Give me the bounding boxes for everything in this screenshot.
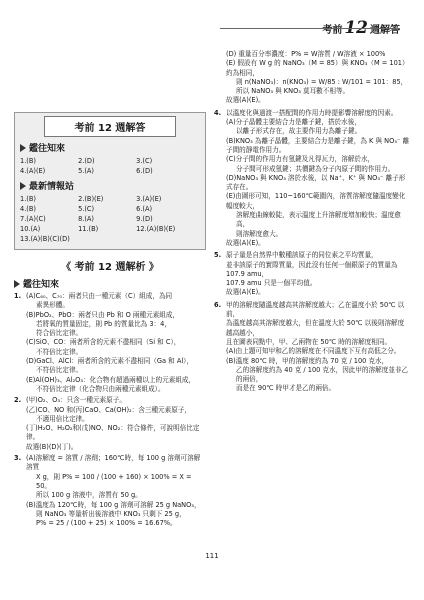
text-line: (乙)CO、NO 和(丙)CaO、Ca(OH)₂：含三種元素原子， xyxy=(26,405,192,414)
text-line: (A)由上題可知甲和乙的溶解度在不同溫度下互有高低之分。 xyxy=(226,347,401,356)
analysis-title: 《 考前 12 週解析 》 xyxy=(61,262,159,273)
text-line: 若將氧的質量固定，則 Pb 的質量比為 3：4， xyxy=(36,319,171,328)
section-heading-news xyxy=(20,179,200,192)
question-number: 5. xyxy=(214,251,222,260)
answer-item: 10.(A) xyxy=(20,225,41,233)
section-heading-analysis xyxy=(14,277,206,290)
answer-box xyxy=(14,112,206,250)
text-line: (B)溫度 80℃ 時，甲的溶解度約為 70 克 / 100 克水， xyxy=(226,356,389,365)
text-line: 所以 100 g 溶液中，溶質有 50 g。 xyxy=(36,491,142,500)
section-heading-history xyxy=(20,141,200,154)
text-line: (B)溫度為 120℃時，每 100 g 溶劑可溶解 25 g NaNO₃， xyxy=(26,500,201,509)
text-line: 符合倍比定律。 xyxy=(36,329,83,338)
text-line: (B)PbO₂、PbO：兩者只由 Pb 和 O 兩種元素組成， xyxy=(26,310,180,319)
text-line: 不適用倍比定律。 xyxy=(36,414,89,423)
question-number: 4. xyxy=(214,108,222,117)
text-line: 不符倍比定律。 xyxy=(36,347,83,356)
text-line: (C)分子間的作用力有氫鍵及凡得瓦力，溶解於水， xyxy=(226,155,375,164)
question-6 xyxy=(214,301,410,394)
text-line: 而是在 90℃ 時甲才是乙的兩倍。 xyxy=(236,384,336,393)
text-line: P% = 25 / (100 + 25) × 100% = 16.67%。 xyxy=(36,519,177,528)
question-number: 1. xyxy=(14,292,22,300)
answer-item: 9.(D) xyxy=(136,215,153,223)
text-line: 故選(A)(E)。 xyxy=(226,238,265,247)
text-line: (E) 假設有 W g 的 NaNO₃（M = 85）與 KNO₃（M = 101）約為相同， xyxy=(226,59,409,77)
text-line: 則 NaNO₃ 等量析出後溶液中 KNO₃ 只剩下 25 g， xyxy=(36,509,186,518)
answer-item: 1.(B) xyxy=(20,195,36,203)
triangle-icon xyxy=(20,144,26,152)
text-line: 素異形體。 xyxy=(36,301,69,310)
text-line: 故選(B)(D)(丁)。 xyxy=(26,442,78,451)
text-line: (E)由圖形可知，110~160℃範圍內，溶質溶解度隨溫度變化幅度較大， xyxy=(226,192,406,210)
text-line: (丁)H₂O、H₂O₂和(戊)NO、NO₂：符合條件，可說明倍比定律。 xyxy=(26,424,200,442)
question-number: 6. xyxy=(214,300,222,309)
text-line: X g，則 P% = 100 / (100 + 160) × 100% = X = 50。 xyxy=(36,472,192,490)
text-line: (A)分子晶體主要結合力是離子鍵，搭於水後， xyxy=(226,118,361,127)
answer-item: 1.(B) xyxy=(20,157,36,165)
section-heading-label: 鑑往知來 xyxy=(23,280,60,290)
text-line: 不符倍比定律。 xyxy=(36,366,83,375)
answer-item: 3.(A)(E) xyxy=(136,195,162,203)
text-line: 107.9 amu 只是一個平均值。 xyxy=(226,279,317,288)
answer-item: 6.(D) xyxy=(136,167,153,175)
text-line: (A)溶解度 = 溶質 / 溶劑；160℃時，每 100 g 溶劑可溶解溶質 xyxy=(26,454,201,472)
header-rule xyxy=(220,28,400,29)
triangle-icon xyxy=(14,280,20,288)
answer-item: 5.(A) xyxy=(78,167,95,175)
question-2 xyxy=(14,396,206,452)
text-line: 原子量是自然界中數種該原子的同位素之平均質量， xyxy=(226,251,378,260)
text-line: 以溫度化與過渡一搭配間的作用力時提影響溶解度的因素。 xyxy=(226,108,398,117)
answer-item: 3.(C) xyxy=(136,157,153,165)
text-line: 以離子形式存在，故主要作用力為離子鍵。 xyxy=(236,127,362,136)
header-week-number: 12 xyxy=(344,18,368,38)
answer-item: 13.(A)(B)(C)(D) xyxy=(20,235,70,243)
text-line: (C)SiO、CO：兩者所含的元素不盡相同（Si 和 C）， xyxy=(26,338,181,347)
question-1-lines xyxy=(26,292,195,394)
answer-item: 7.(A)(C) xyxy=(20,215,46,223)
text-line: (甲)O₂、O₃：只含一種元素原子。 xyxy=(26,396,126,405)
answer-item: 4.(A)(E) xyxy=(20,167,46,175)
right-column xyxy=(214,50,410,394)
text-line: 並非該原子的實際質量，因此沒有任何一個銀原子的質量為 107.9 amu， xyxy=(226,260,398,278)
text-line: 所以 NaNO₃ 與 KNO₃ 莫耳數不相等。 xyxy=(236,87,350,96)
text-line: 故選(A)(E)。 xyxy=(226,96,265,105)
text-line: 故選(A)(E)。 xyxy=(226,288,265,297)
text-line: 溶解度曲線較陡，表示溫度上升溶解度增加較快；溫度愈高， xyxy=(236,211,401,229)
answer-grid-news xyxy=(20,194,200,244)
question-3 xyxy=(14,454,206,528)
question-5 xyxy=(214,251,410,297)
text-line: (E)Al(OH)₃、Al₂O₃：化合物有超過兩種以上的元素組成， xyxy=(26,375,196,384)
answer-item: 2.(B)(E) xyxy=(78,195,104,203)
question-number: 2. xyxy=(14,396,22,405)
question-5-lines xyxy=(226,251,410,297)
question-3-lines xyxy=(26,454,206,528)
question-number: 3. xyxy=(14,454,22,463)
question-4-lines xyxy=(226,109,410,248)
triangle-icon xyxy=(20,182,26,190)
text-line: 則 n(NaNO₃)：n(KNO₃) = W/85 : W/101 = 101：85， xyxy=(236,77,408,86)
question-1 xyxy=(14,292,206,394)
question-4 xyxy=(214,109,410,248)
answer-box-title: 考前 12 週解答 xyxy=(44,116,176,137)
header-prefix: 考前 xyxy=(322,24,343,36)
question-3-continued xyxy=(214,50,410,106)
analysis-body-left xyxy=(14,292,206,528)
answer-item: 5.(C) xyxy=(78,205,95,213)
text-line: 乙的溶解度約為 40 克 / 100 克水，因此甲的溶解度並非乙的兩倍， xyxy=(236,365,409,384)
answer-item: 11.(B) xyxy=(78,225,99,233)
text-line: 甲的溶解度隨溫度越高其溶解度越大；乙在溫度小於 50℃ 以前， xyxy=(226,300,405,319)
answer-grid-history xyxy=(20,156,200,176)
text-line: (A)C₆₀、C₇₀：兩者只由一種元素（C）組成，為同 xyxy=(26,292,173,300)
answer-item: 6.(A) xyxy=(136,205,153,213)
answer-item: 12.(A)(B)(E) xyxy=(136,225,176,233)
text-line: 則溶解度愈大。 xyxy=(236,229,283,238)
text-line: 且在圖表同點中，甲、乙兩物在 50℃ 時的溶解度相同。 xyxy=(226,337,392,346)
header-suffix: 週解答 xyxy=(370,24,400,36)
text-line: (D) 重量百分率濃度：P% = W溶質 / W溶液 × 100% xyxy=(226,50,386,58)
text-line: 不符倍比定律（化合物只由兩種元素組成）。 xyxy=(36,384,165,393)
answer-item: 2.(D) xyxy=(78,157,95,165)
section-heading-label: 鑑往知來 xyxy=(29,144,66,154)
left-column xyxy=(14,12,206,528)
text-line: (D)GaCl、AlCl：兩者所含的元素不盡相同（Ga 和 Al）， xyxy=(26,357,194,366)
question-2-lines xyxy=(26,396,206,452)
answer-item: 8.(A) xyxy=(78,215,95,223)
text-line: 分子間可形成氫鍵；共價鍵為分子內原子間的作用力。 xyxy=(236,164,395,173)
text-line: (D)NaNO₃ 與 KNO₃ 溶於水後，以 Na⁺、K⁺ 與 NO₃⁻ 離子形式存在。 xyxy=(226,173,406,192)
page-number: 111 xyxy=(205,552,219,560)
question-6-lines xyxy=(226,301,410,394)
answer-item: 4.(B) xyxy=(20,205,36,213)
section-heading-label: 最新情報站 xyxy=(29,182,75,192)
text-line: (B)KNO₃ 為離子晶體，主要結合力是離子鍵，為 K 與 NO₃⁻ 離子間的靜電作用力。 xyxy=(226,136,410,154)
text-line: 為溫度越高其溶解度越大，但在溫度大於 50℃ 以後則溶解度越高越小， xyxy=(226,319,405,337)
